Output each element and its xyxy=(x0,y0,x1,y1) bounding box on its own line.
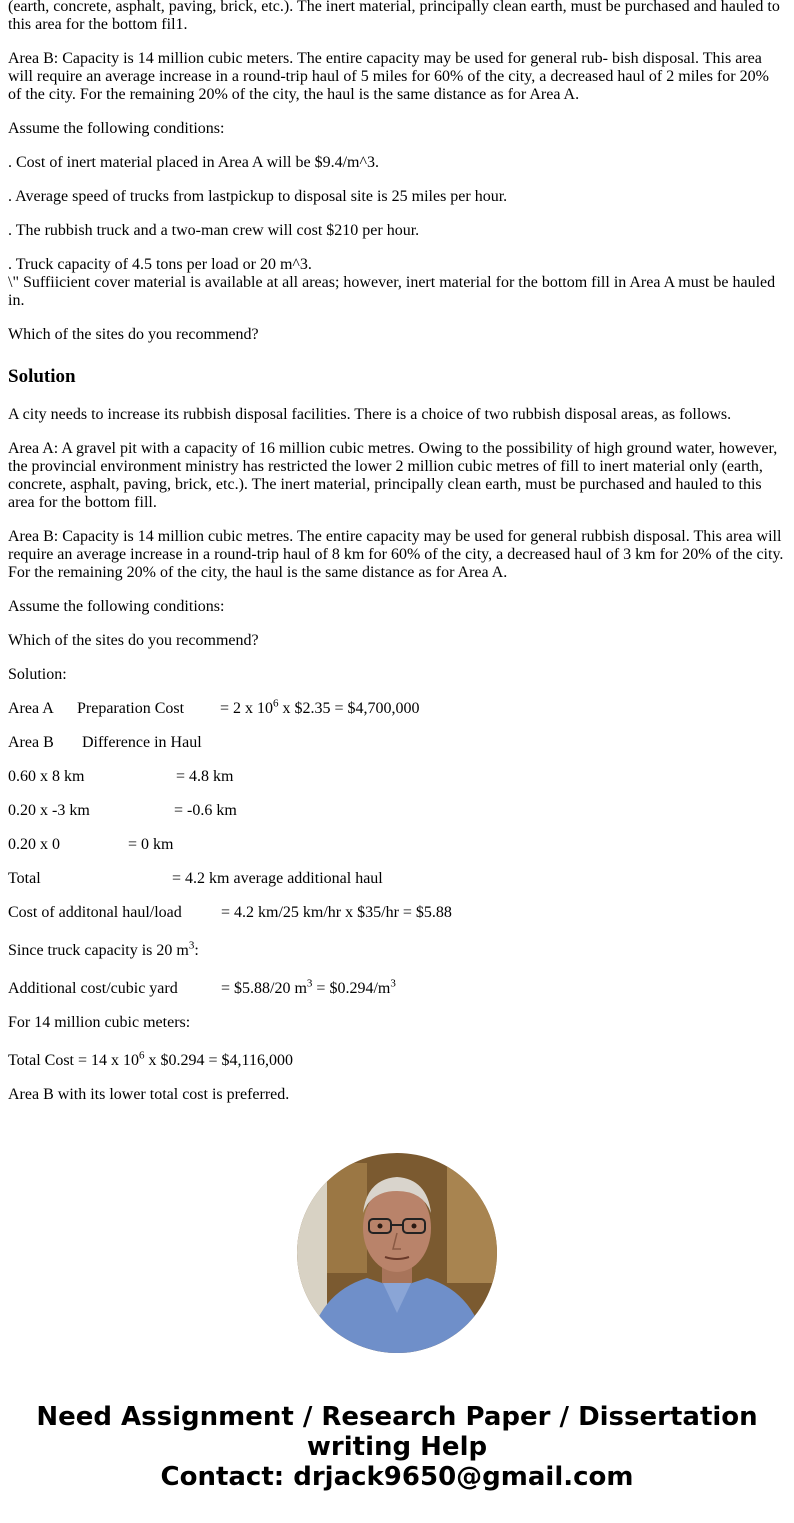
calc-value: = 4.2 km/25 km/hr x $35/hr = $5.88 xyxy=(221,904,452,921)
calc-label: Total Cost = 14 x 10 xyxy=(8,1052,140,1069)
calc-label: Area B xyxy=(8,734,54,751)
calc-line-haul-cost xyxy=(8,904,786,922)
calc-line-total-cost xyxy=(8,1049,786,1070)
condition-4a: . Truck capacity of 4.5 tons per load or 20 m^3. xyxy=(8,256,312,273)
solution-paragraph-3: Area B: Capacity is 14 million cubic metres. The entire capacity may be used for general rubbish disposal. This area will require an average increase in a round-trip haul of 8 km for 60% of the city, a decreased haul of 3 km for 20% of the city. For the remaining 20% of the city, the haul is the same distance as for Area A. xyxy=(8,528,784,581)
calc-label: Preparation Cost xyxy=(77,700,185,717)
calc-value: x $0.294 = $4,116,000 xyxy=(144,1052,293,1069)
calc-label: Since truck capacity is 20 m xyxy=(8,942,189,959)
calc-label: 0.60 x 8 km xyxy=(8,768,85,785)
calc-sup: 6 xyxy=(139,1049,145,1062)
promo-line-1: Need Assignment / Research Paper / Dissertation xyxy=(36,1402,758,1432)
calc-line-capacity xyxy=(8,939,786,960)
calc-value: = -0.6 km xyxy=(174,802,237,819)
solution-paragraph-6: Solution: xyxy=(8,666,67,683)
condition-4 xyxy=(8,256,786,310)
calc-sup: 3 xyxy=(188,939,195,952)
calc-label: Cost of additonal haul/load xyxy=(8,904,182,921)
condition-3: . The rubbish truck and a two-man crew will cost $210 per hour. xyxy=(8,222,420,239)
solution-paragraph-2: Area A: A gravel pit with a capacity of 16 million cubic metres. Owing to the possibility of high ground water, however, the provincial environment ministry has restricted the lower 2 million cubic metres of fill to inert material only (earth, concrete, asphalt, paving, brick, etc.). The inert material, principally clean earth, must be purchased and hauled to this area for the bottom fill. xyxy=(8,440,778,511)
intro-paragraph-1: (earth, concrete, asphalt, paving, brick, etc.). The inert material, principally clean earth, must be purchased and hauled to this area for the bottom fil1. xyxy=(8,0,780,33)
solution-paragraph-1: A city needs to increase its rubbish disposal facilities. There is a choice of two rubbish disposal areas, as follows. xyxy=(8,406,732,423)
conclusion: Area B with its lower total cost is preferred. xyxy=(8,1086,290,1103)
calc-value: = $0.294/m xyxy=(312,980,391,997)
calc-label: : xyxy=(194,942,199,959)
calc-line-3 xyxy=(8,768,786,786)
calc-line-additional-cost xyxy=(8,977,786,998)
promo-banner xyxy=(0,1402,794,1492)
calc-value: = 0 km xyxy=(128,836,174,853)
calc-value: = 2 x 10 xyxy=(220,700,274,717)
document-body xyxy=(8,0,786,1120)
promo-contact: Contact: drjack9650@gmail.com xyxy=(160,1462,634,1492)
calc-value: = 4.2 km average additional haul xyxy=(172,870,383,887)
calc-label: Area A xyxy=(8,700,54,717)
calc-line-volume: For 14 million cubic meters: xyxy=(8,1014,191,1031)
calc-value: = 4.8 km xyxy=(176,768,234,785)
calc-label: Additional cost/cubic yard xyxy=(8,980,178,997)
promo-line-2: writing Help xyxy=(306,1432,488,1462)
intro-paragraph-3: Assume the following conditions: xyxy=(8,120,225,137)
condition-1: . Cost of inert material placed in Area A will be $9.4/m^3. xyxy=(8,154,379,171)
calc-label: Total xyxy=(8,870,41,887)
calc-label: 0.20 x 0 xyxy=(8,836,60,853)
calc-line-4 xyxy=(8,802,786,820)
calc-sup: 3 xyxy=(390,977,396,990)
calc-sup: 3 xyxy=(306,977,313,990)
intro-paragraph-2: Area B: Capacity is 14 million cubic meters. The entire capacity may be used for general rub- bish disposal. This area will require an average increase in a round-trip haul of 5 miles for 60% of the city, a decreased haul of 2 miles for 20% of the city. For the remaining 20% of the city, the haul is the same distance as for Area A. xyxy=(8,50,769,103)
calc-line-area-b xyxy=(8,734,786,752)
author-avatar xyxy=(297,1153,497,1353)
solution-heading: Solution xyxy=(8,366,76,387)
calc-line-area-a xyxy=(8,697,786,718)
question: Which of the sites do you recommend? xyxy=(8,326,259,343)
solution-paragraph-5: Which of the sites do you recommend? xyxy=(8,632,259,649)
solution-paragraph-4: Assume the following conditions: xyxy=(8,598,225,615)
calc-value: = $5.88/20 m xyxy=(221,980,307,997)
calc-value: x $2.35 = $4,700,000 xyxy=(278,700,420,717)
condition-2: . Average speed of trucks from lastpickup to disposal site is 25 miles per hour. xyxy=(8,188,508,205)
calc-label: Difference in Haul xyxy=(82,734,202,751)
calc-sup: 6 xyxy=(273,697,279,710)
calc-label: 0.20 x -3 km xyxy=(8,802,90,819)
calc-line-total xyxy=(8,870,786,888)
avatar-portrait-image xyxy=(297,1153,497,1353)
calc-line-5 xyxy=(8,836,786,854)
condition-4b: \" Suffiicient cover material is available at all areas; however, inert material for the bottom fill in Area A must be hauled in. xyxy=(8,274,776,309)
